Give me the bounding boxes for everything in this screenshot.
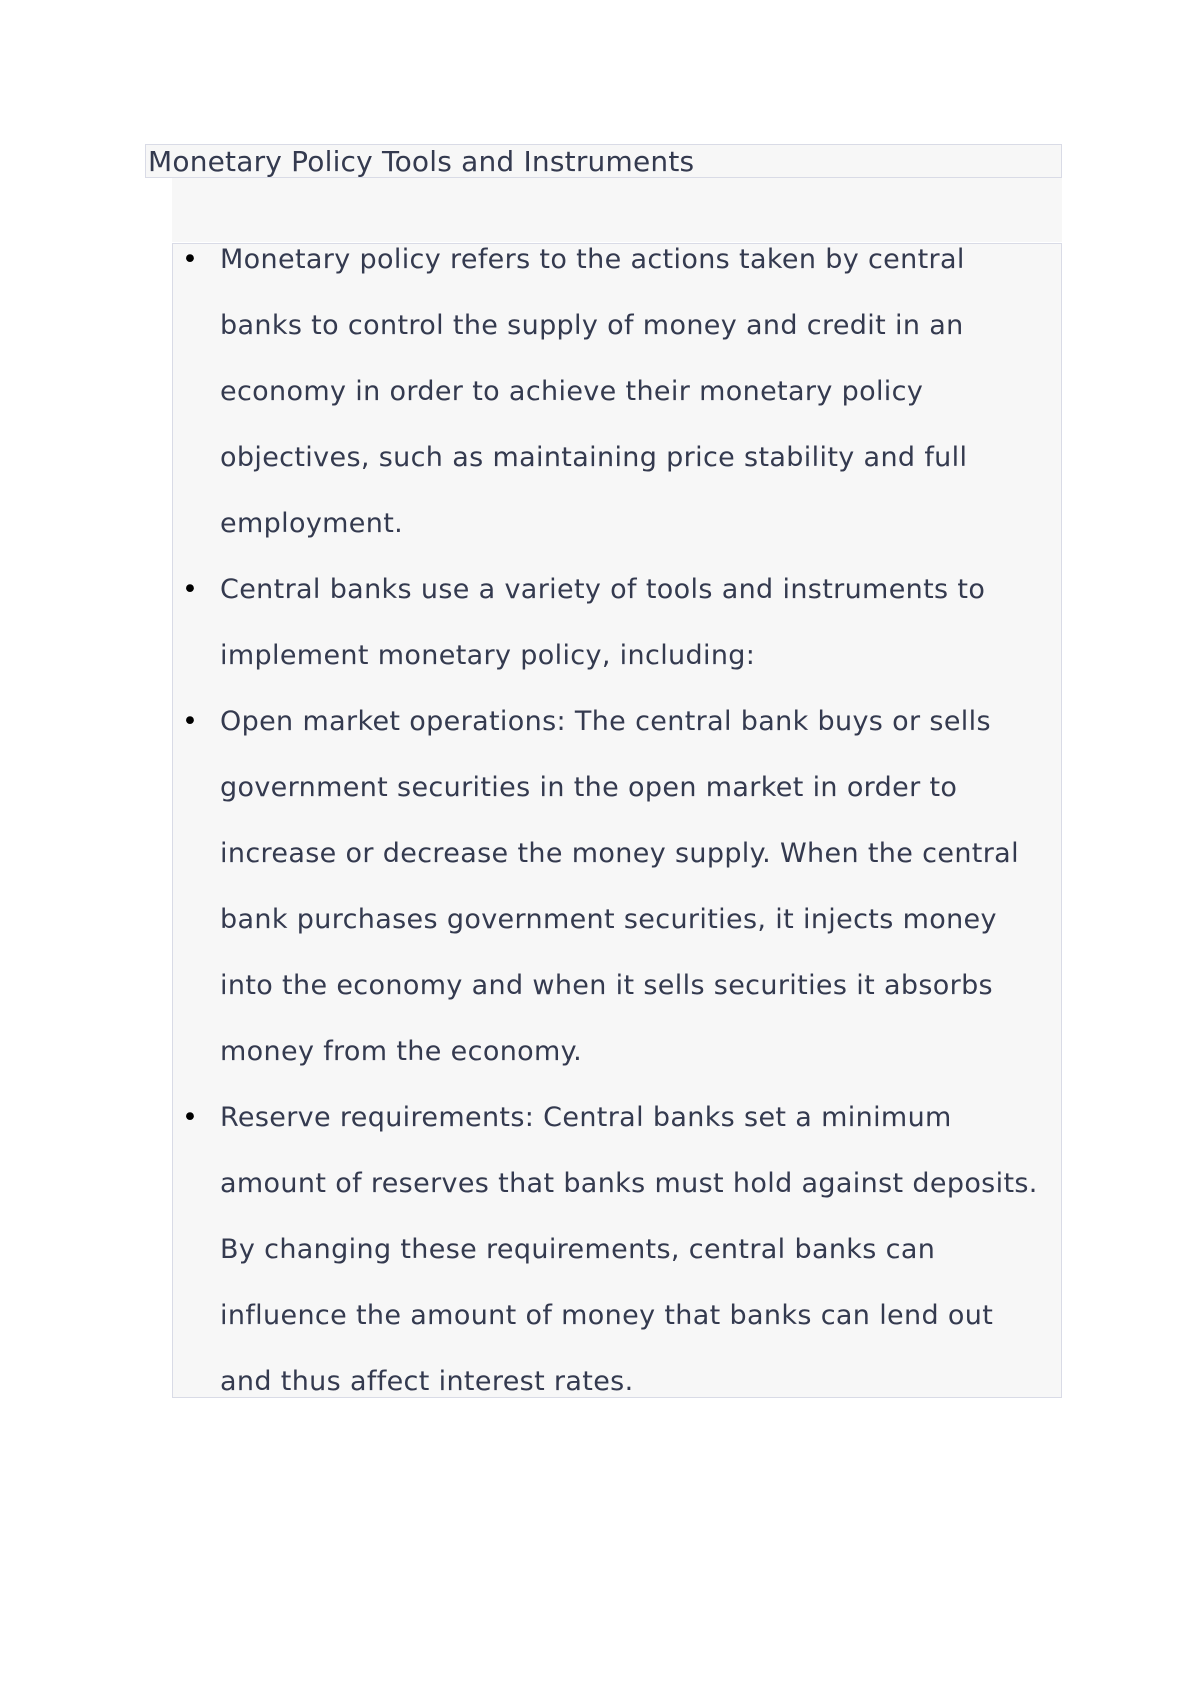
bullet-icon: • [182,706,199,737]
bullet-item [173,1085,1061,1415]
bullet-line: and thus affect interest rates. [220,1366,634,1397]
bullet-line: Central banks use a variety of tools and instruments to [220,574,986,605]
bullet-list [173,244,1061,1415]
bullet-line: into the economy and when it sells securities it absorbs [220,970,993,1001]
bullet-item [173,227,1061,557]
bullet-item [173,557,1061,689]
bullet-icon: • [182,574,199,605]
bullet-line: banks to control the supply of money and credit in an [220,310,964,341]
bullet-line: government securities in the open market in order to [220,772,958,803]
bullet-icon: • [182,1102,199,1133]
bullet-line: Monetary policy refers to the actions taken by central [220,244,965,275]
bullet-line: bank purchases government securities, it injects money [220,904,997,935]
bullet-line: objectives, such as maintaining price stability and full [220,442,968,473]
bullet-line: implement monetary policy, including: [220,640,756,671]
bullet-line: employment. [220,508,404,539]
content-box [172,243,1062,1398]
bullet-item [173,689,1061,1085]
bullet-line: money from the economy. [220,1036,583,1067]
bullet-line: By changing these requirements, central banks can [220,1234,936,1265]
bullet-line: influence the amount of money that banks can lend out [220,1300,994,1331]
bullet-line: economy in order to achieve their monetary policy [220,376,924,407]
bullet-line: Open market operations: The central bank buys or sells [220,706,991,737]
bullet-line: Reserve requirements: Central banks set a minimum [220,1102,952,1133]
bullet-line: amount of reserves that banks must hold against deposits. [220,1168,1038,1199]
title-box [145,144,1062,178]
document-title: Monetary Policy Tools and Instruments [148,145,695,178]
bullet-icon: • [182,244,199,275]
bullet-line: increase or decrease the money supply. When the central [220,838,1019,869]
